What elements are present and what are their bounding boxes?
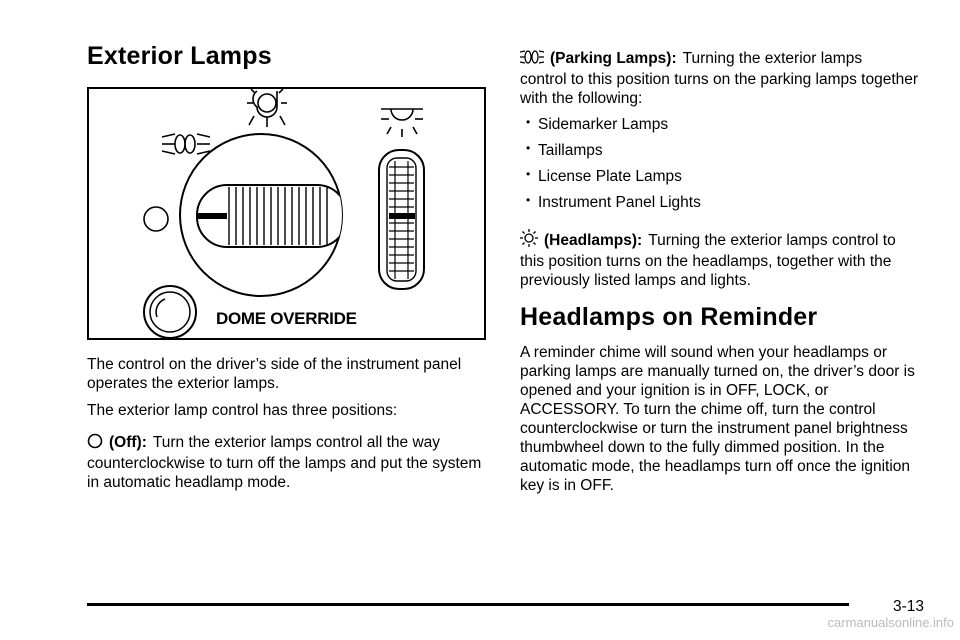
off-position-section [87, 433, 487, 492]
footer-rule [87, 603, 849, 606]
off-icon [144, 207, 168, 231]
list-item: • Sidemarker Lamps [526, 115, 669, 133]
headlamps-section [520, 229, 930, 290]
list-item: • Instrument Panel Lights [526, 193, 701, 211]
dome-override-button [144, 286, 196, 338]
headlamp-switch-knob [180, 134, 347, 296]
off-label: (Off): [109, 434, 147, 451]
parking-lamps-list [526, 115, 926, 219]
headlamps-text-line1: Turning the exterior lamps control to [648, 232, 896, 249]
intro-paragraph: The control on the driver’s side of the instrument panel operates the exterior lamps. [87, 356, 462, 392]
off-position-line1 [87, 433, 487, 454]
list-item: • Taillamps [526, 141, 603, 159]
list-item: • License Plate Lamps [526, 167, 682, 185]
reminder-paragraph: A reminder chime will sound when your headlamps or parking lamps are manually turned on, the driver’s door is opened and your ignition is in OFF, LOCK, or ACCESSORY. To turn the chime off, turn the control counterclockwise or turn the instrument panel brightness thumbwheel down to the fully dimmed position. In the automatic mode, the headlamps turn off once the ignition key is in OFF. [520, 344, 915, 494]
off-circle-icon [87, 433, 103, 454]
headlamps-label: (Headlamps): [544, 232, 643, 249]
headlamp-icon [520, 229, 538, 252]
off-text-rest: counterclockwise to turn off the lamps and put the system in automatic headlamp mode. [87, 455, 482, 491]
page-title: Exterior Lamps [87, 42, 272, 70]
headlamps-line1 [520, 229, 930, 252]
headlamp-icon [247, 89, 287, 127]
parking-lamps-icon [162, 134, 210, 154]
off-text-line1: Turn the exterior lamps control all the way [152, 434, 441, 451]
parking-lamps-icon [520, 49, 544, 70]
headlamps-text-rest: this position turns on the headlamps, together with the previously listed lamps and lights. [520, 253, 892, 289]
parking-text-rest: control to this position turns on the parking lamps together with the following: [520, 71, 919, 107]
exterior-lamp-control-illustration [87, 87, 486, 340]
section-title-headlamps-reminder: Headlamps on Reminder [520, 303, 818, 331]
parking-text-line1: Turning the exterior lamps [682, 50, 863, 67]
dome-override-label: DOME OVERRIDE [216, 309, 357, 328]
page-number: 3-13 [893, 598, 925, 615]
parking-label: (Parking Lamps): [550, 50, 677, 67]
parking-line1 [520, 49, 930, 70]
dome-lamp-icon [381, 109, 423, 137]
positions-paragraph: The exterior lamp control has three positions: [87, 402, 398, 419]
watermark: carmanualsonline.info [827, 615, 954, 630]
parking-lamps-section [520, 49, 930, 108]
dimmer-thumbwheel [379, 150, 424, 289]
